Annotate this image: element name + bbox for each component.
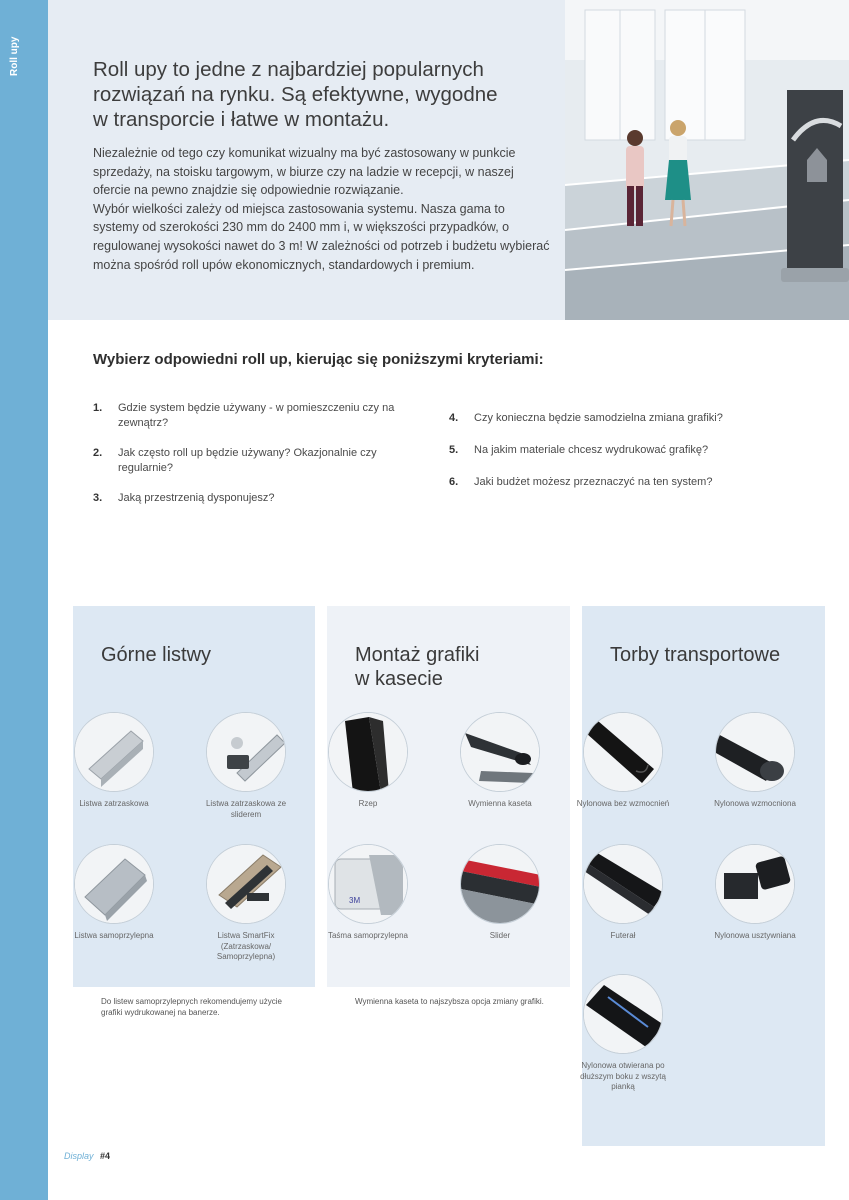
criteria-text: Na jakim materiale chcesz wydrukować grafikę? [474,444,709,456]
product-snap-rail [64,712,164,810]
product-caption: Rzep [358,799,378,808]
criteria-number: 5. [449,444,459,456]
criteria-item [449,411,789,426]
product-case [573,844,673,942]
criteria-list-right [449,411,789,507]
panel-note-graphic-mounting: Wymienna kaseta to najszybsza opcja zmiany grafiki. [355,997,544,1006]
criteria-number: 6. [449,476,459,488]
product-caption: Nylonowa otwierana po dłuższym boku z wszytą pianką [580,1061,666,1091]
product-caption: Listwa SmartFix (Zatrzaskowa/ Samoprzylepna) [216,931,276,961]
slider-image [460,844,540,924]
product-smartfix-rail [196,844,296,963]
intro-paragraph-1: Niezależnie od tego czy komunikat wizualny ma być zastosowany w punkcie sprzedaży, na stoisku targowym, w biurze czy na ladzie w recepcji, w naszej ofercie na pewno znajdzie się odpowiednie rozwiązanie. [93,146,516,198]
product-velcro [318,712,418,810]
product-caption: Nylonowa usztywniana [714,931,796,940]
criteria-number: 3. [93,492,103,504]
section-label: Roll upy [9,36,20,76]
adhesive-tape-image [328,844,408,924]
footer-brand: Display [64,1151,94,1161]
replaceable-cassette-image [460,712,540,792]
velcro-image [328,712,408,792]
intro-body [93,144,553,274]
svg-text:3M: 3M [349,896,361,905]
nylon-bag-stiffened-image [715,844,795,924]
product-replaceable-cassette [450,712,550,810]
nylon-bag-reinforced-image [715,712,795,792]
criteria-item [93,446,423,476]
section-sidebar [0,0,48,1200]
product-nylon-bag-long-opening [573,974,673,1093]
smartfix-rail-image [206,844,286,924]
product-nylon-bag-stiffened [705,844,805,942]
criteria-text: Czy konieczna będzie samodzielna zmiana grafiki? [474,412,723,424]
nylon-bag-basic-image [583,712,663,792]
product-caption: Wymienna kaseta [468,799,532,808]
criteria-text: Jaką przestrzenią dysponujesz? [118,492,275,504]
criteria-text: Jak często roll up będzie używany? Okazjonalnie czy regularnie? [118,447,377,474]
panel-note-top-rails: Do listew samoprzylepnych rekomendujemy użycie grafiki wydrukowanej na banerze. [101,997,282,1017]
product-slider [450,844,550,942]
product-caption: Futerał [610,931,636,940]
product-adhesive-tape [318,844,418,942]
criteria-item [93,491,423,506]
page-number: #4 [100,1151,111,1161]
product-caption: Taśma samoprzylepna [327,931,409,940]
product-caption: Slider [489,931,511,940]
panel-title [355,643,480,691]
criteria-number: 4. [449,412,459,424]
criteria-item [449,475,789,490]
product-caption: Listwa samoprzylepna [74,931,154,940]
hero-photo [565,0,849,320]
product-caption: Nylonowa bez wzmocnień [576,799,670,808]
panel-title-line-2: w kasecie [355,668,443,690]
product-nylon-bag-basic [573,712,673,810]
snap-rail-image [74,712,154,792]
product-snap-rail-slider [196,712,296,820]
panel-title: Torby transportowe [610,644,781,666]
nylon-bag-long-opening-image [583,974,663,1054]
criteria-item [449,443,789,458]
panel-title-line-1: Montaż grafiki [355,644,480,666]
panel-title: Górne listwy [101,644,212,666]
snap-rail-slider-image [206,712,286,792]
criteria-list-left [93,401,423,521]
panel-top-rails [73,606,315,987]
product-nylon-bag-reinforced [705,712,805,810]
product-adhesive-rail [64,844,164,942]
criteria-number: 2. [93,447,103,459]
criteria-number: 1. [93,402,103,414]
intro-section [48,0,565,320]
criteria-text: Gdzie system będzie używany - w pomieszczeniu czy na zewnątrz? [118,402,395,429]
intro-title: Roll upy to jedne z najbardziej popularnych rozwiązań na rynku. Są efektywne, wygodne w transporcie i łatwe w montażu. [93,58,498,131]
intro-paragraph-2: Wybór wielkości zależy od miejsca zastosowania systemu. Nasza gama to systemy od szerokości 230 mm do 2400 mm i, w większości przypadków, o regulowanej wysokości nawet do 3 m! W zależności od potrzeb i budżetu wybierać można spośród roll upów ekonomicznych, standardowych i premium. [93,201,550,272]
adhesive-rail-image [74,844,154,924]
panel-transport-bags [576,606,825,1146]
criteria-item [93,401,423,431]
panel-graphic-mounting [327,606,570,987]
product-caption: Listwa zatrzaskowa ze sliderem [205,799,287,819]
page-footer [64,1151,110,1161]
criteria-text: Jaki budżet możesz przeznaczyć na ten system? [474,476,713,488]
criteria-heading: Wybierz odpowiedni roll up, kierując się poniższymi kryteriami: [93,351,544,368]
case-image [583,844,663,924]
product-caption: Nylonowa wzmocniona [714,799,796,808]
product-caption: Listwa zatrzaskowa [79,799,149,808]
